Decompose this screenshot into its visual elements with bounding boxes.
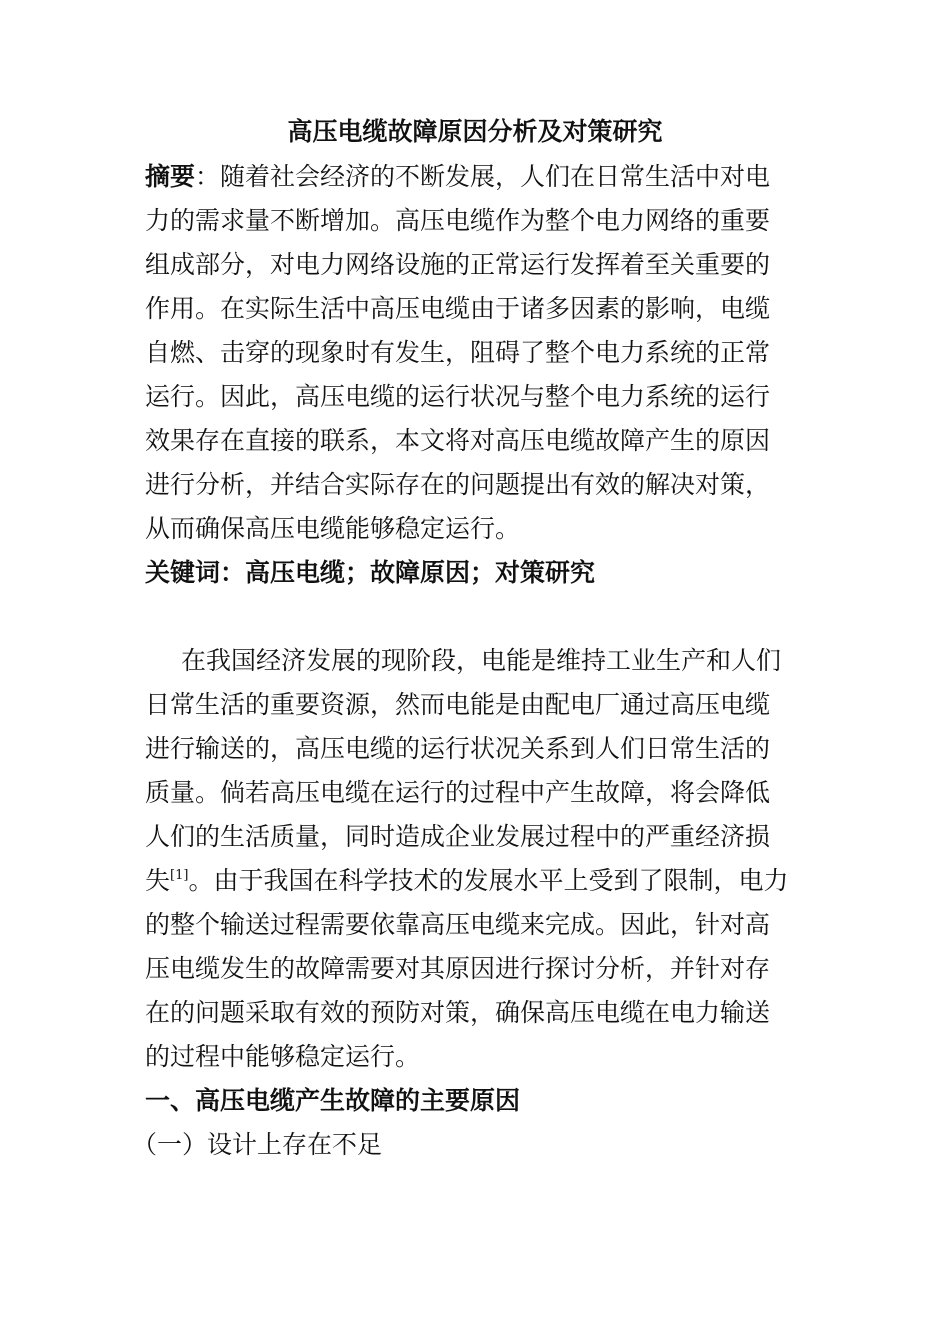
abstract-line: 进行分析，并结合实际存在的问题提出有效的解决对策， xyxy=(145,470,771,499)
paragraph-line: 在我国经济发展的现阶段，电能是维持工业生产和人们 xyxy=(181,646,782,675)
subsection-heading: （一）设计上存在不足 xyxy=(132,1130,383,1159)
paragraph-line xyxy=(145,861,788,901)
paragraph-line: 日常生活的重要资源，然而电能是由配电厂通过高压电缆 xyxy=(145,690,771,719)
abstract-line: 作用。在实际生活中高压电缆由于诸多因素的影响，电缆 xyxy=(145,294,771,323)
paragraph-line: 的整个输送过程需要依靠高压电缆来完成。因此，针对高 xyxy=(145,910,771,939)
section-heading: 一、高压电缆产生故障的主要原因 xyxy=(145,1086,521,1115)
paragraph-line: 的过程中能够稳定运行。 xyxy=(145,1042,421,1071)
abstract-line: 从而确保高压电缆能够稳定运行。 xyxy=(145,514,521,543)
paragraph-line: 进行输送的，高压电缆的运行状况关系到人们日常生活的 xyxy=(145,734,771,763)
abstract-line: 自燃、击穿的现象时有发生，阻碍了整个电力系统的正常 xyxy=(145,338,771,367)
paragraph-line: 人们的生活质量，同时造成企业发展过程中的严重经济损 xyxy=(145,822,771,851)
abstract-text: ：随着社会经济的不断发展，人们在日常生活中对电 xyxy=(195,162,771,191)
abstract-line xyxy=(145,157,770,197)
citation-reference: [1] xyxy=(170,868,189,883)
paragraph-text: 。由于我国在科学技术的发展水平上受到了限制，电力 xyxy=(188,866,789,895)
paragraph-line: 压电缆发生的故障需要对其原因进行探讨分析，并针对存 xyxy=(145,954,771,983)
keywords: 关键词：高压电缆；故障原因；对策研究 xyxy=(145,558,596,587)
abstract-line: 效果存在直接的联系，本文将对高压电缆故障产生的原因 xyxy=(145,426,771,455)
document-title: 高压电缆故障原因分析及对策研究 xyxy=(287,117,663,146)
abstract-line: 力的需求量不断增加。高压电缆作为整个电力网络的重要 xyxy=(145,206,771,235)
paragraph-line: 质量。倘若高压电缆在运行的过程中产生故障，将会降低 xyxy=(145,778,771,807)
paragraph-line: 在的问题采取有效的预防对策，确保高压电缆在电力输送 xyxy=(145,998,771,1027)
abstract-line: 组成部分，对电力网络设施的正常运行发挥着至关重要的 xyxy=(145,250,771,279)
abstract-label: 摘要 xyxy=(145,162,196,191)
abstract-line: 运行。因此，高压电缆的运行状况与整个电力系统的运行 xyxy=(145,382,771,411)
paragraph-text: 失 xyxy=(145,866,171,895)
